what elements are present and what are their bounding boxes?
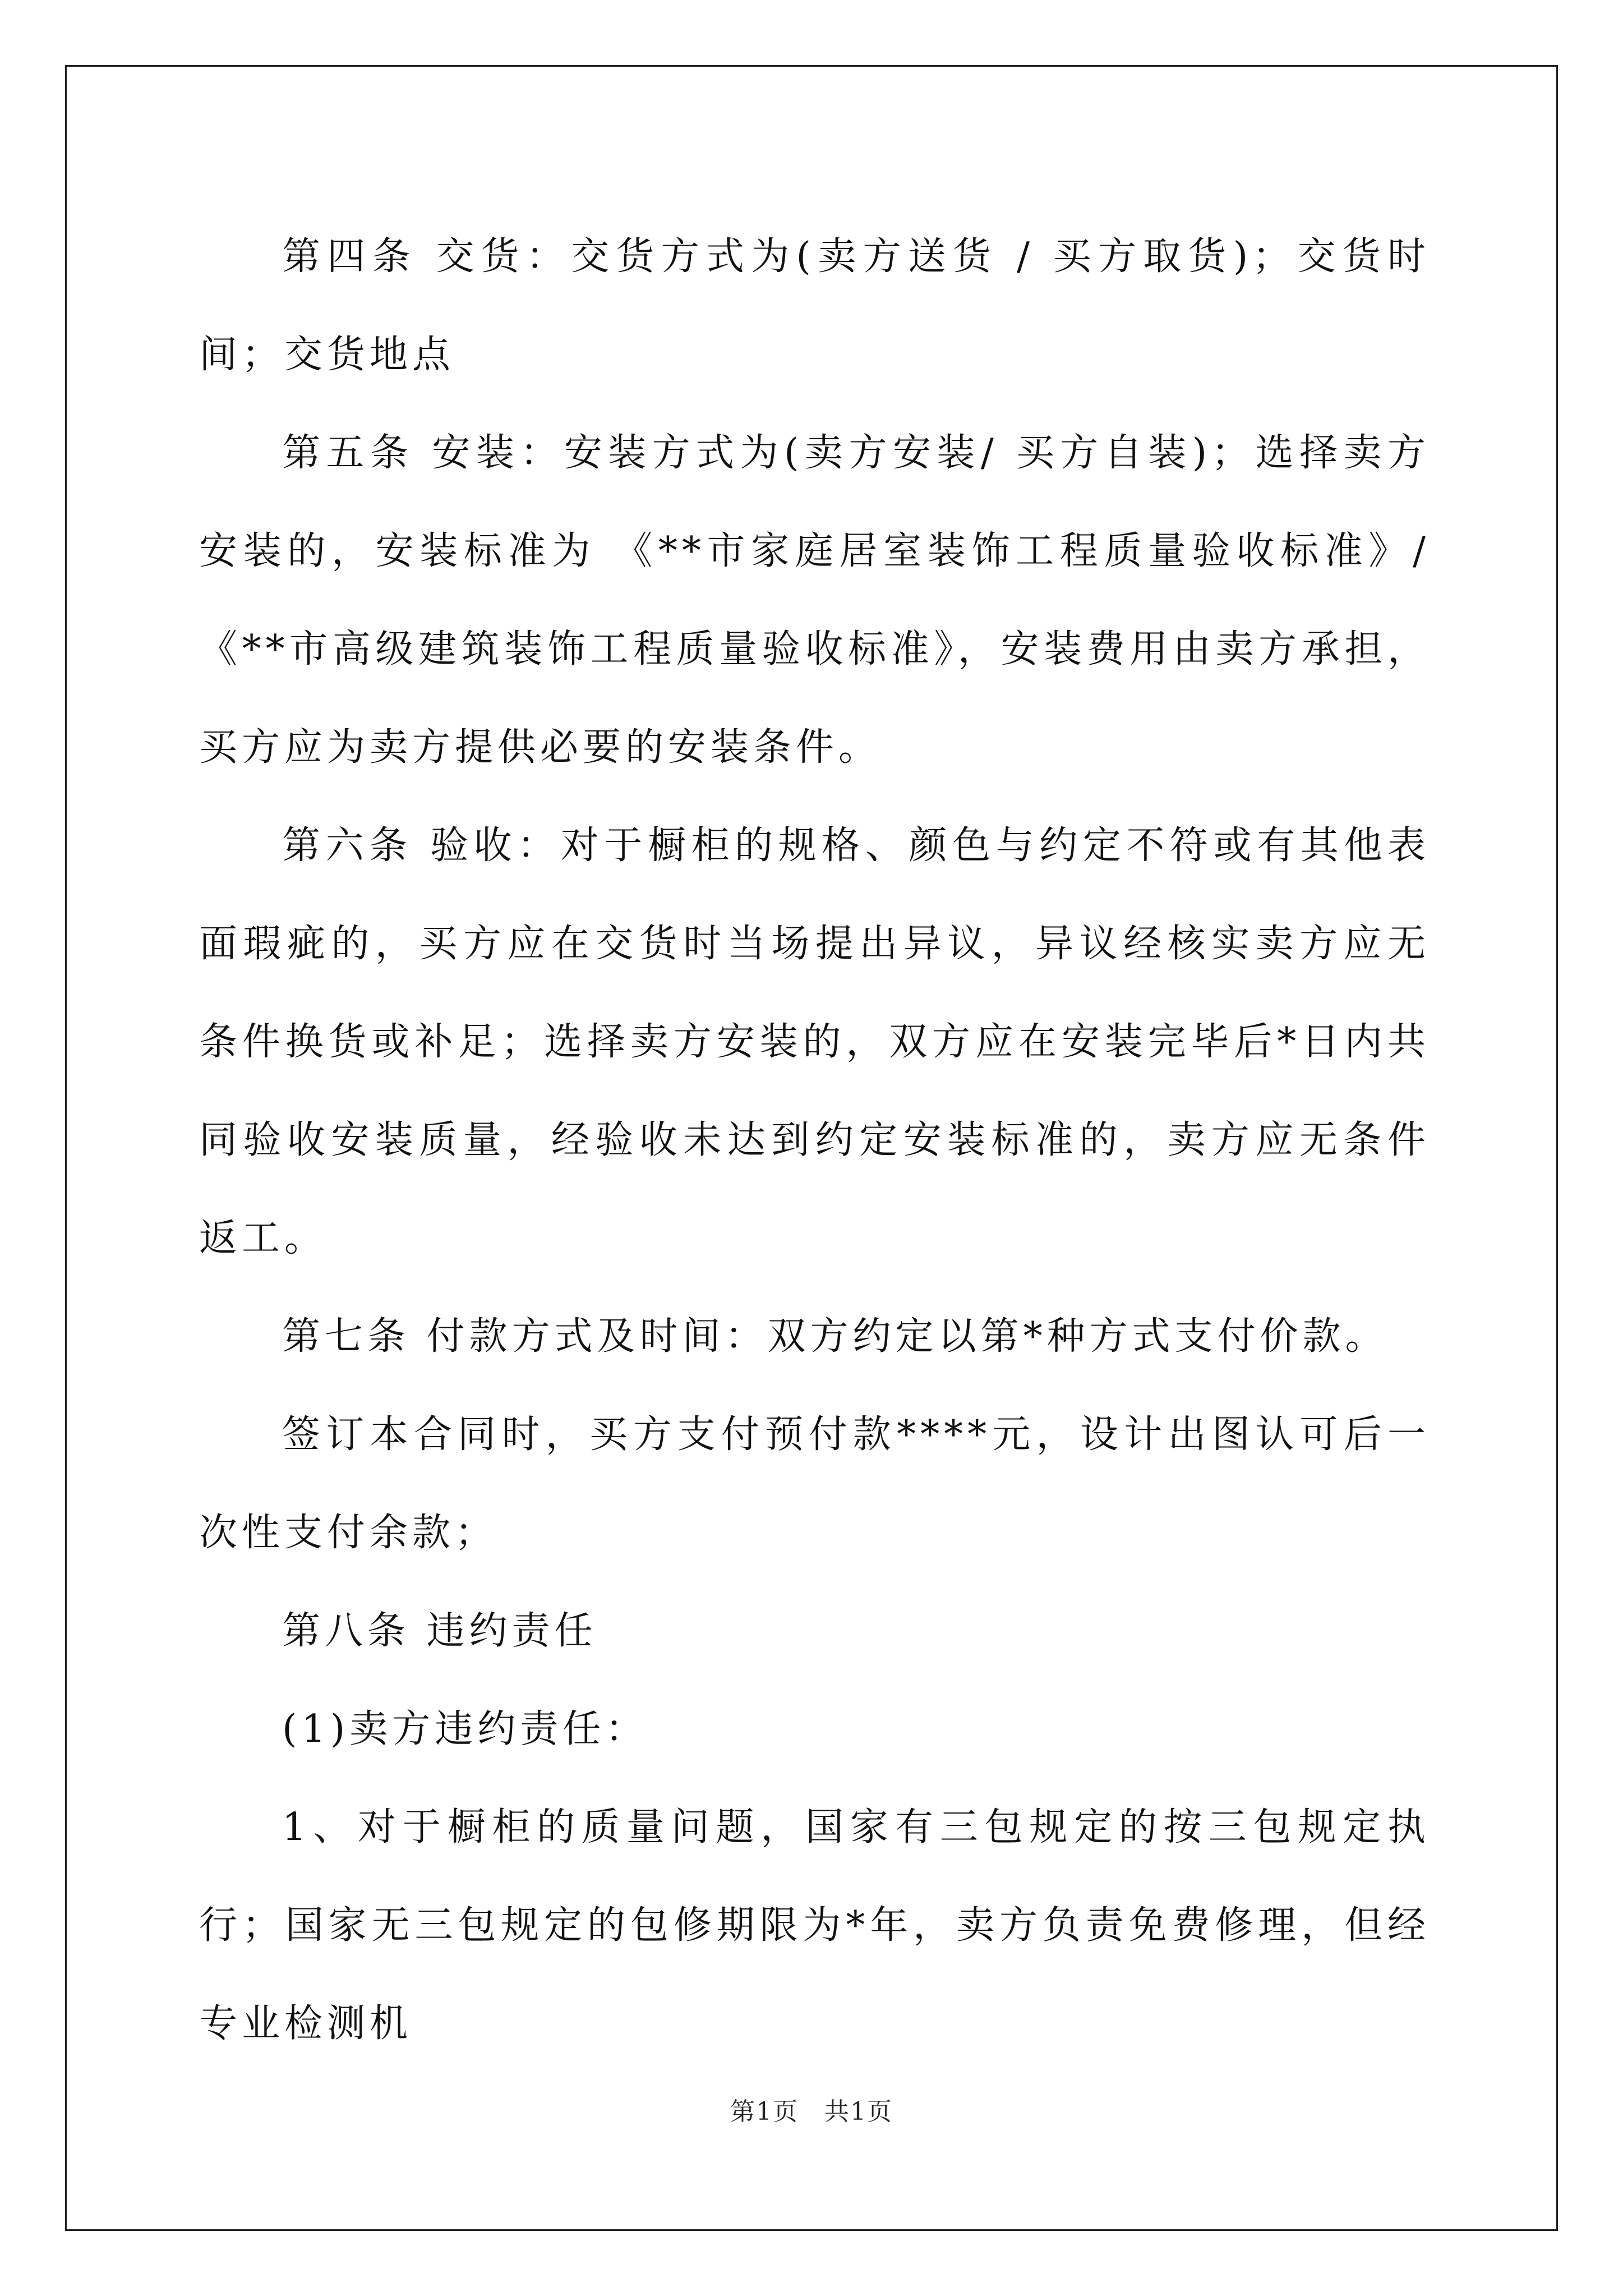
paragraph-seller-liability: (1)卖方违约责任： xyxy=(282,1707,648,1751)
page-number-footer: 第1页 共1页 xyxy=(730,2097,893,2126)
paragraph-article-7: 第七条 付款方式及时间：双方约定以第*种方式支付价款。 xyxy=(282,1314,1388,1359)
paragraph-prepayment: 签订本合同时，买方支付预付款****元，设计出图认可后一次性支付余款； xyxy=(199,1412,1430,1555)
paragraph-quality-item-1: 1、对于橱柜的质量问题，国家有三包规定的按三包规定执行；国家无三包规定的包修期限为*年，卖方负责免费修理，但经专业检测机 xyxy=(199,1805,1430,2046)
document-body xyxy=(199,208,1430,2073)
paragraph-article-6: 第六条 验收：对于橱柜的规格、颜色与约定不符或有其他表面瑕疵的，买方应在交货时当场提出异议，异议经核实卖方应无条件换货或补足；选择卖方安装的，双方应在安装完毕后*日内共同验收安装质量，经验收未达到约定安装标准的，卖方应无条件返工。 xyxy=(199,823,1430,1260)
paragraph-article-8: 第八条 违约责任 xyxy=(282,1609,597,1653)
paragraph-article-5: 第五条 安装：安装方式为(卖方安装/ 买方自装)；选择卖方安装的，安装标准为 《**市家庭居室装饰工程质量验收标准》/ 《**市高级建筑装饰工程质量验收标准》，安装费用由卖方承担，买方应为卖方提供必要的安装条件。 xyxy=(199,431,1430,770)
paragraph-article-4: 第四条 交货：交货方式为(卖方送货 / 买方取货)；交货时间；交货地点 xyxy=(199,234,1430,377)
